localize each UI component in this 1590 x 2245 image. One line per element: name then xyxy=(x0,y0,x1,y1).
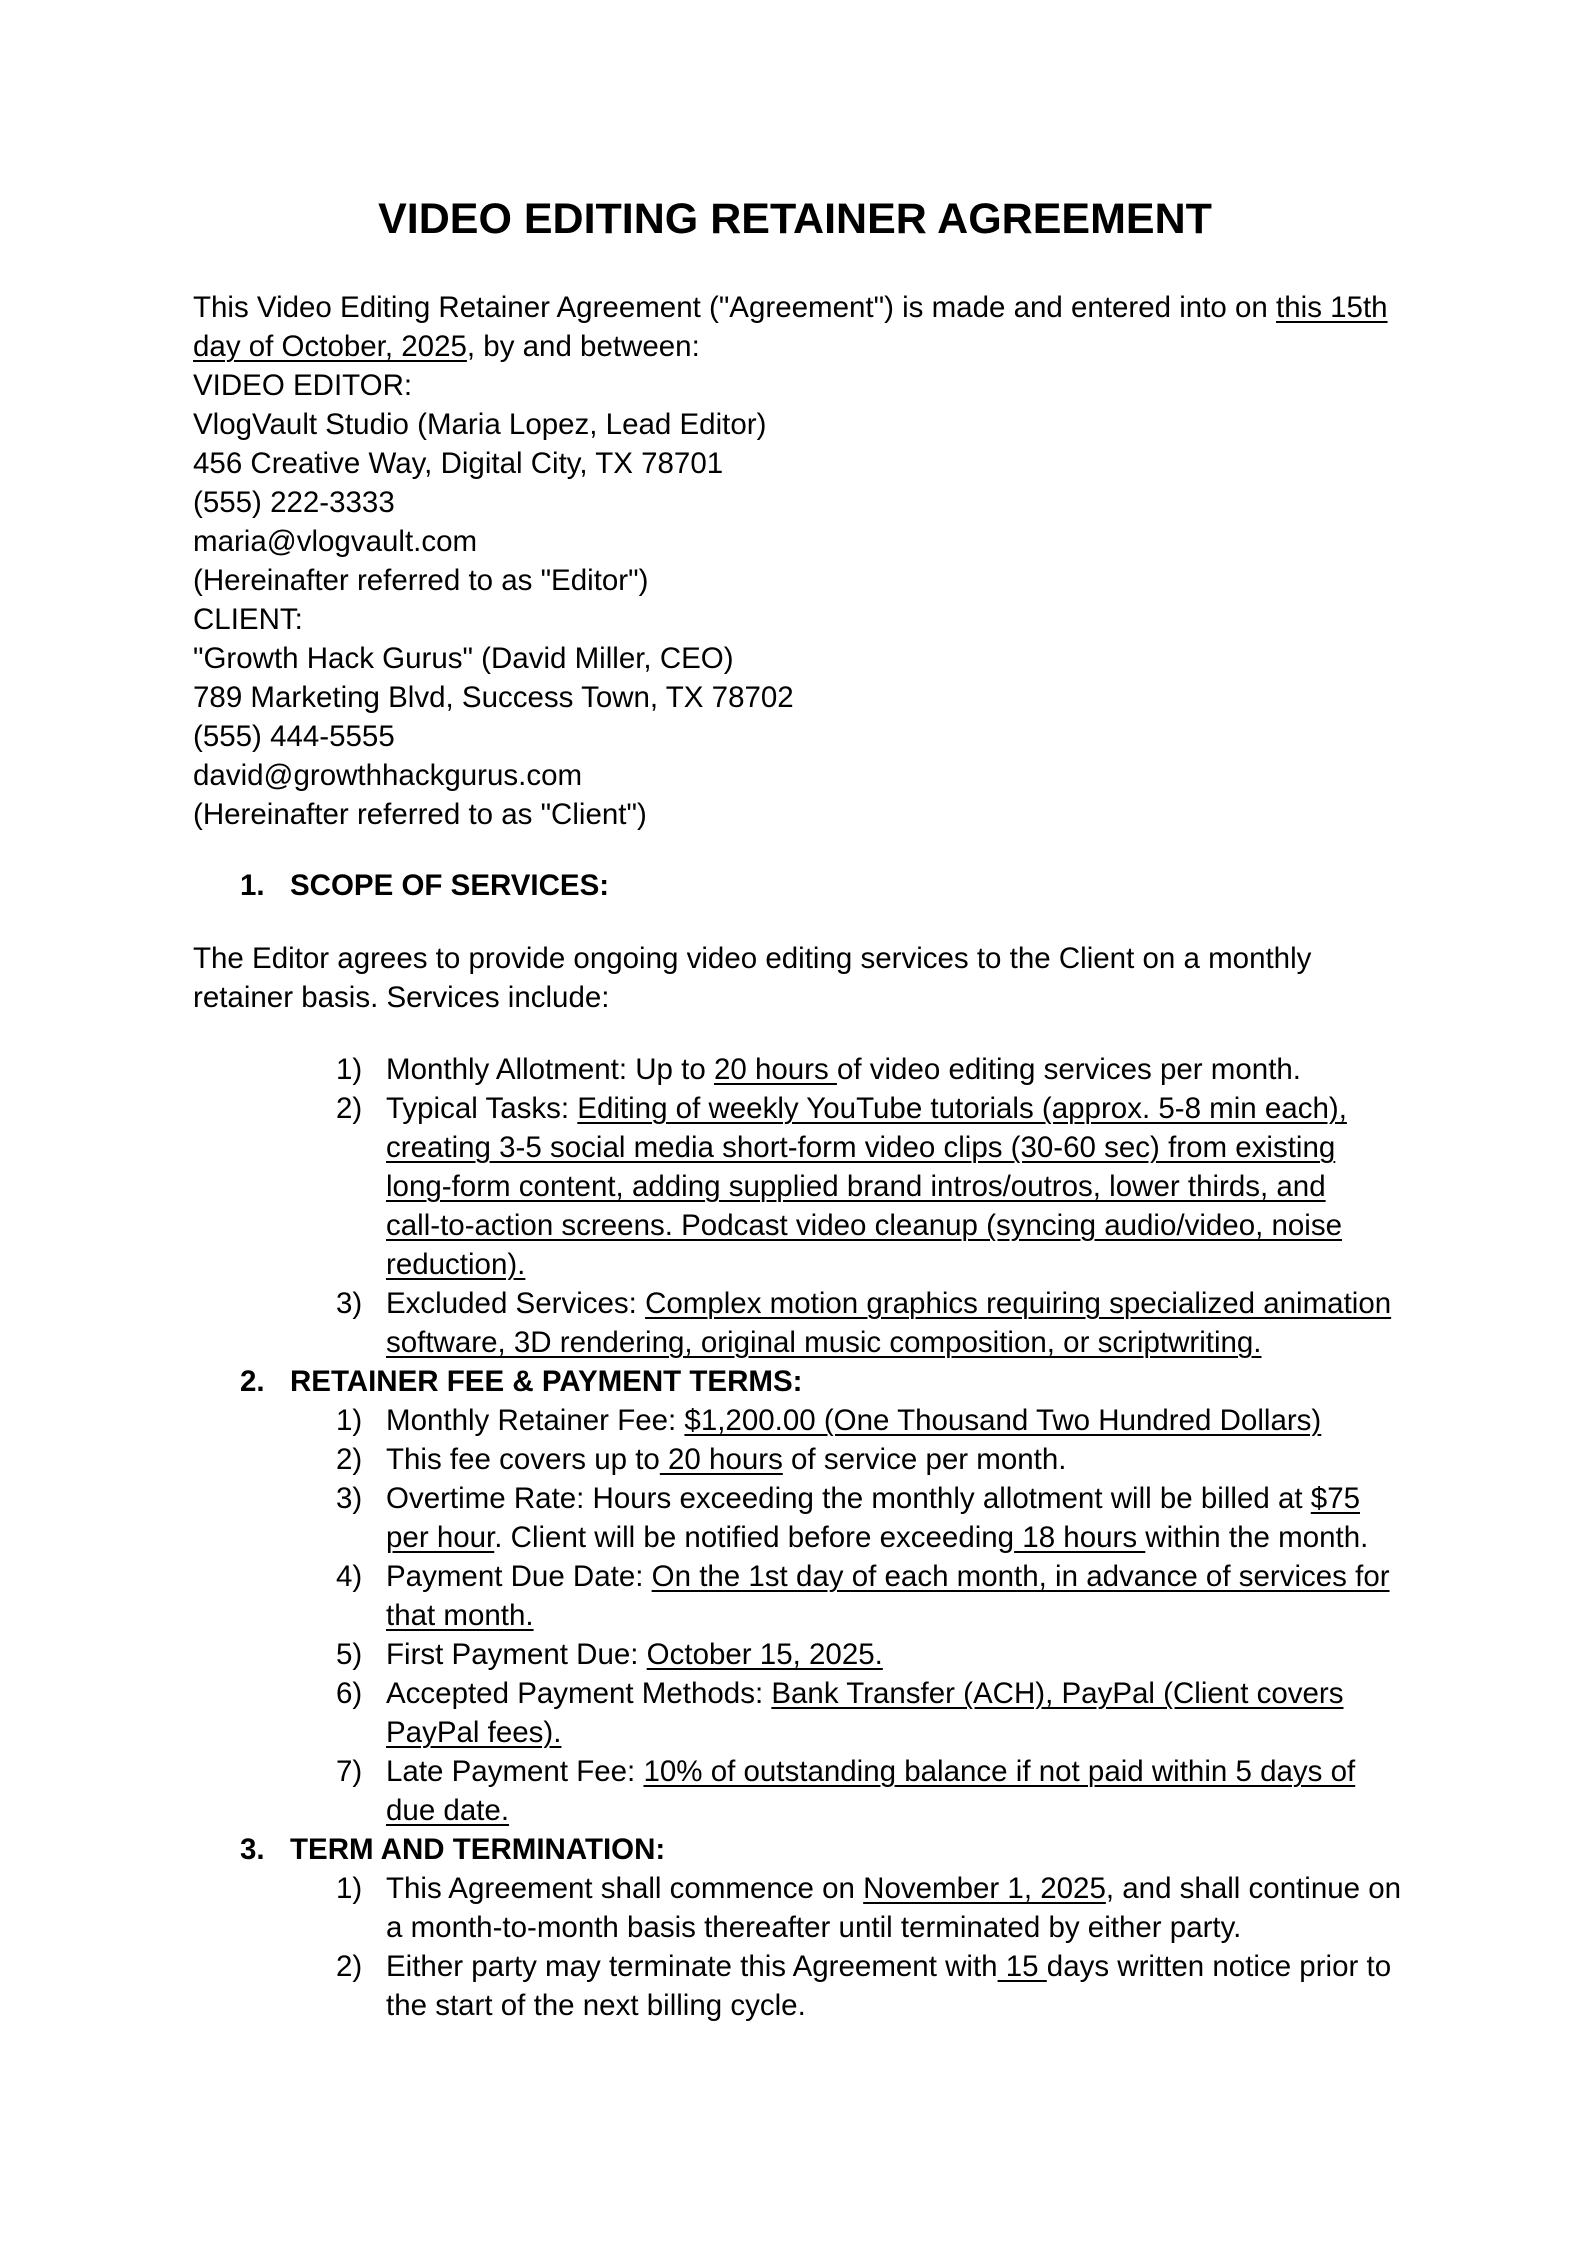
payment-item-7 xyxy=(336,1752,1436,1830)
item-label: Typical Tasks: xyxy=(386,1092,578,1125)
item-label: This fee covers up to xyxy=(386,1443,660,1476)
covered-hours-value: 20 hours xyxy=(659,1443,783,1476)
commence-date-value: November 1, 2025 xyxy=(863,1872,1106,1905)
late-fee-value: 10% of outstanding balance if not paid within 5 days of xyxy=(643,1755,1356,1788)
item-rest: of video editing services per month. xyxy=(836,1053,1301,1086)
overtime-rate-value: $75 xyxy=(1310,1482,1361,1515)
intro-line-1 xyxy=(193,288,1433,327)
list-number: 2) xyxy=(336,1950,363,1983)
typical-tasks-line: creating 3-5 social media short-form video clips (30-60 sec) from existing xyxy=(386,1131,1336,1164)
list-number: 2) xyxy=(336,1092,363,1125)
item-label: Either party may terminate this Agreement with xyxy=(386,1950,998,1983)
section-1-paragraph xyxy=(193,939,1433,1017)
client-address: 789 Marketing Blvd, Success Town, TX 78702 xyxy=(193,681,794,714)
item-label: Monthly Retainer Fee: xyxy=(386,1404,685,1437)
editor-address: 456 Creative Way, Digital City, TX 78701 xyxy=(193,447,724,480)
list-number: 2) xyxy=(336,1443,363,1476)
editor-phone: (555) 222-3333 xyxy=(193,486,395,519)
item-rest: , and shall continue on xyxy=(1105,1872,1402,1905)
list-number: 3) xyxy=(336,1287,363,1320)
scope-item-2 xyxy=(336,1089,1436,1284)
section-2-number: 2. xyxy=(240,1365,265,1398)
payment-methods-value: Bank Transfer (ACH), PayPal (Client covers xyxy=(771,1677,1344,1710)
item-label: First Payment Due: xyxy=(386,1638,647,1671)
section-3-heading xyxy=(240,1830,665,1869)
client-name: "Growth Hack Gurus" (David Miller, CEO) xyxy=(193,642,734,675)
item-label: Payment Due Date: xyxy=(386,1560,652,1593)
section-1-number: 1. xyxy=(240,869,265,902)
payment-methods-value: PayPal fees). xyxy=(386,1716,562,1749)
item-label: This Agreement shall commence on xyxy=(386,1872,864,1905)
section-3-number: 3. xyxy=(240,1833,265,1866)
item-label: Excluded Services: xyxy=(386,1287,646,1320)
first-payment-value: October 15, 2025. xyxy=(646,1638,883,1671)
notice-days-value: 15 xyxy=(997,1950,1047,1983)
list-number: 1) xyxy=(336,1404,363,1437)
payment-item-1 xyxy=(336,1401,1436,1440)
scope-item-1 xyxy=(336,1050,1436,1089)
list-number: 3) xyxy=(336,1482,363,1515)
intro-block xyxy=(193,288,1433,834)
item-label: Accepted Payment Methods: xyxy=(386,1677,772,1710)
intro-prefix: This Video Editing Retainer Agreement ("Agreement") is made and entered into on xyxy=(193,291,1277,324)
client-heading: CLIENT: xyxy=(193,603,303,636)
monthly-hours-value: 20 hours xyxy=(713,1053,837,1086)
notify-hours-value: 18 hours xyxy=(1014,1521,1146,1554)
payment-item-4 xyxy=(336,1557,1436,1635)
item-rest: days written notice prior to xyxy=(1046,1950,1392,1983)
item-label: Overtime Rate: Hours exceeding the monthly allotment will be billed at xyxy=(386,1482,1311,1515)
page-title: VIDEO EDITING RETAINER AGREEMENT xyxy=(378,195,1212,243)
section-3-title: TERM AND TERMINATION: xyxy=(290,1833,666,1866)
typical-tasks-line: Editing of weekly YouTube tutorials (approx. 5-8 min each), xyxy=(577,1092,1347,1125)
client-referred: (Hereinafter referred to as "Client") xyxy=(193,798,647,831)
scope-item-3 xyxy=(336,1284,1436,1362)
term-item-1 xyxy=(336,1869,1436,1947)
excluded-services-line: software, 3D rendering, original music composition, or scriptwriting. xyxy=(386,1326,1262,1359)
payment-item-5 xyxy=(336,1635,1436,1674)
agreement-date-part-2: day of October, 2025 xyxy=(193,330,467,363)
intro-line-2 xyxy=(193,327,1433,366)
section-1-para-line-2: retainer basis. Services include: xyxy=(193,981,610,1014)
list-number: 1) xyxy=(336,1053,363,1086)
payment-item-2 xyxy=(336,1440,1436,1479)
intro-suffix: , by and between: xyxy=(466,330,700,363)
list-number: 6) xyxy=(336,1677,363,1710)
editor-referred: (Hereinafter referred to as "Editor") xyxy=(193,564,649,597)
list-number: 1) xyxy=(336,1872,363,1905)
retainer-fee-value: $1,200.00 (One Thousand Two Hundred Dollars) xyxy=(684,1404,1322,1437)
section-2-title: RETAINER FEE & PAYMENT TERMS: xyxy=(290,1365,803,1398)
agreement-date-part-1: this 15th xyxy=(1276,291,1388,324)
typical-tasks-line: reduction). xyxy=(386,1248,526,1281)
item-continuation: the start of the next billing cycle. xyxy=(386,1989,806,2022)
list-number: 5) xyxy=(336,1638,363,1671)
overtime-rate-unit: per hour xyxy=(386,1521,495,1554)
section-2-heading xyxy=(240,1362,802,1401)
list-number: 4) xyxy=(336,1560,363,1593)
item-continuation: a month-to-month basis thereafter until terminated by either party. xyxy=(386,1911,1242,1944)
item-label: Monthly Allotment: Up to xyxy=(386,1053,714,1086)
typical-tasks-line: long-form content, adding supplied brand intros/outros, lower thirds, and xyxy=(386,1170,1326,1203)
item-rest: within the month. xyxy=(1145,1521,1369,1554)
excluded-services-line: Complex motion graphics requiring specialized animation xyxy=(645,1287,1392,1320)
client-phone: (555) 444-5555 xyxy=(193,720,395,753)
section-1-heading xyxy=(240,866,609,905)
payment-item-6 xyxy=(336,1674,1436,1752)
section-1-title: SCOPE OF SERVICES: xyxy=(290,869,610,902)
typical-tasks-line: call-to-action screens. Podcast video cleanup (syncing audio/video, noise xyxy=(386,1209,1343,1242)
item-mid: . Client will be notified before exceeding xyxy=(494,1521,1015,1554)
editor-email: maria@vlogvault.com xyxy=(193,525,478,558)
late-fee-value: due date. xyxy=(386,1794,510,1827)
list-number: 7) xyxy=(336,1755,363,1788)
term-item-2 xyxy=(336,1947,1436,2025)
client-email: david@growthhackgurus.com xyxy=(193,759,583,792)
payment-item-3 xyxy=(336,1479,1436,1557)
due-date-value: On the 1st day of each month, in advance of services for xyxy=(651,1560,1390,1593)
due-date-value: that month. xyxy=(386,1599,534,1632)
item-rest: of service per month. xyxy=(782,1443,1067,1476)
section-1-para-line-1: The Editor agrees to provide ongoing video editing services to the Client on a monthly xyxy=(193,942,1312,975)
item-label: Late Payment Fee: xyxy=(386,1755,644,1788)
editor-heading: VIDEO EDITOR: xyxy=(193,369,413,402)
editor-name: VlogVault Studio (Maria Lopez, Lead Editor) xyxy=(193,408,767,441)
